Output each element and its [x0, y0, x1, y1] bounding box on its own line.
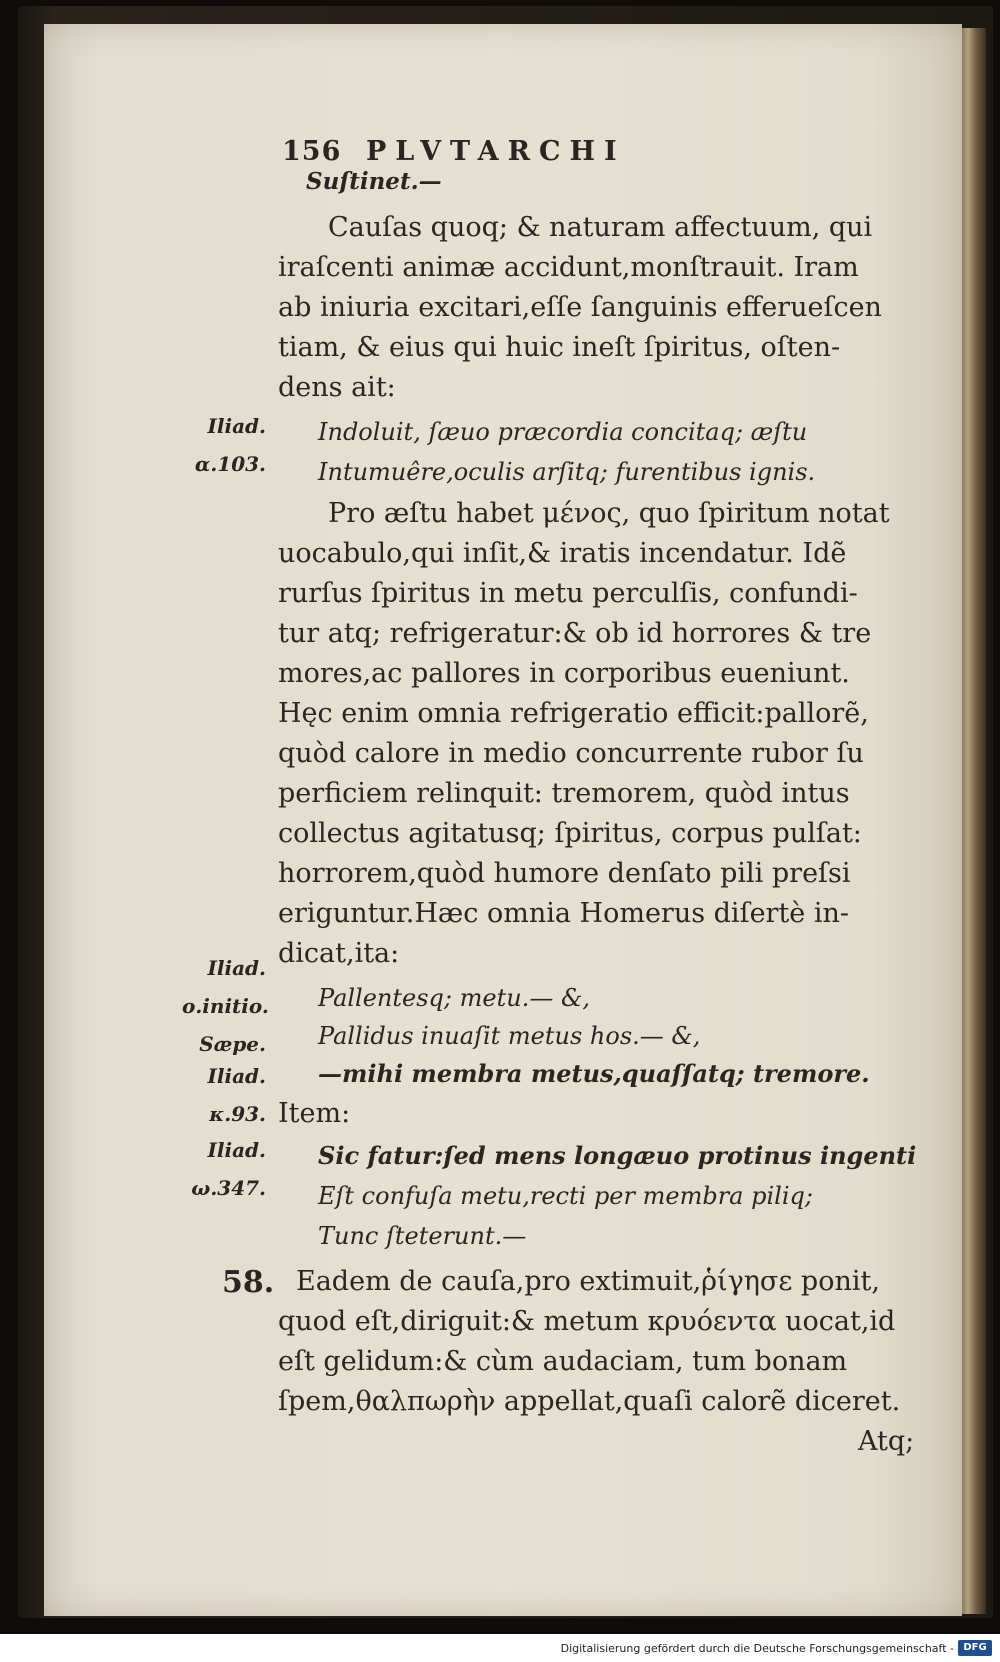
margin-note: Sæpe.	[199, 1032, 266, 1056]
running-title: PLVTARCHI	[366, 136, 626, 167]
text-line: dens ait:	[278, 372, 396, 403]
page-number: 156	[282, 136, 342, 167]
text-line: Suſtinet.—	[306, 168, 442, 195]
text-line: mores,ac pallores in corporibus eueniunt.	[278, 658, 850, 689]
text-line: ab iniuria excitari,eſſe ſanguinis efferueſcen	[278, 292, 882, 323]
text-line: eſt gelidum:& cùm audaciam, tum bonam	[278, 1346, 848, 1377]
margin-note: Iliad.	[207, 1064, 266, 1088]
text-line: tur atq; refrigeratur:& ob id horrores & tre	[278, 618, 872, 649]
digitization-credit: Digitalisierung gefördert durch die Deutsche Forschungsgemeinschaft -	[560, 1642, 954, 1655]
text-line: ſpem,θαλπωρὴν appellat,quaſi calorẽ diceret.	[278, 1386, 901, 1417]
text-line: dicat,ita:	[278, 938, 400, 969]
text-line: collectus agitatusq; ſpiritus, corpus pulſat:	[278, 818, 862, 849]
text-line: quòd calore in medio concurrente rubor ſu	[278, 738, 864, 769]
verse-line: Pallentesq; metu.— &,	[318, 984, 590, 1012]
verse-line: Tunc ſteterunt.—	[318, 1222, 527, 1250]
text-line: Eadem de cauſa,pro extimuit,ῥίγησε ponit,	[296, 1266, 880, 1297]
margin-note: ο.initio.	[182, 994, 269, 1018]
page-edge	[962, 28, 986, 1614]
verse-line: Intumuêre,oculis arſitq; furentibus ignis.	[318, 458, 816, 486]
text-line: Hęc enim omnia refrigeratio efficit:pallorẽ,	[278, 698, 869, 729]
text-line: horrorem,quòd humore denſato pili preſsi	[278, 858, 851, 889]
margin-note: ω.347.	[191, 1176, 266, 1200]
paragraph-number: 58.	[222, 1265, 275, 1300]
verse-line: Eſt confuſa metu,recti per membra piliq;	[318, 1182, 813, 1210]
dfg-logo: DFG	[958, 1640, 992, 1656]
margin-note: α.103.	[194, 452, 266, 476]
text-line: eriguntur.Hæc omnia Homerus diſertè in-	[278, 898, 850, 929]
verse-line: —mihi membra metus,quaſſatq; tremore.	[318, 1059, 870, 1088]
text-line: perficiem relinquit: tremorem, quòd intus	[278, 778, 850, 809]
verse-line: Pallidus inuaſit metus hos.— &,	[318, 1022, 701, 1050]
text-line: Pro æſtu habet μένος, quo ſpiritum notat	[328, 498, 890, 529]
margin-note: κ.93.	[209, 1102, 266, 1126]
verse-line: Sic fatur:ſed mens longæuo protinus ingenti	[318, 1141, 917, 1170]
text-line: rurſus ſpiritus in metu perculſis, confundi-	[278, 578, 858, 609]
text-line: quod eſt,diriguit:& metum κρυόεντα uocat,id	[278, 1306, 896, 1337]
verse-line: Indoluit, ſæuo præcordia concitaq; æſtu	[318, 418, 808, 446]
margin-note: Iliad.	[207, 956, 266, 980]
margin-note: Iliad.	[207, 414, 266, 438]
text-line: iraſcenti animæ accidunt,monſtrauit. Iram	[278, 252, 859, 283]
text-line: Cauſas quoq; & naturam affectuum, qui	[328, 212, 873, 243]
text-line: uocabulo,qui inſit,& iratis incendatur. Idẽ	[278, 538, 847, 569]
catchword: Atq;	[858, 1426, 915, 1457]
text-line: tiam, & eius qui huic ineſt ſpiritus, oſten-	[278, 332, 841, 363]
text-line: Item:	[278, 1098, 351, 1129]
margin-note: Iliad.	[207, 1138, 266, 1162]
